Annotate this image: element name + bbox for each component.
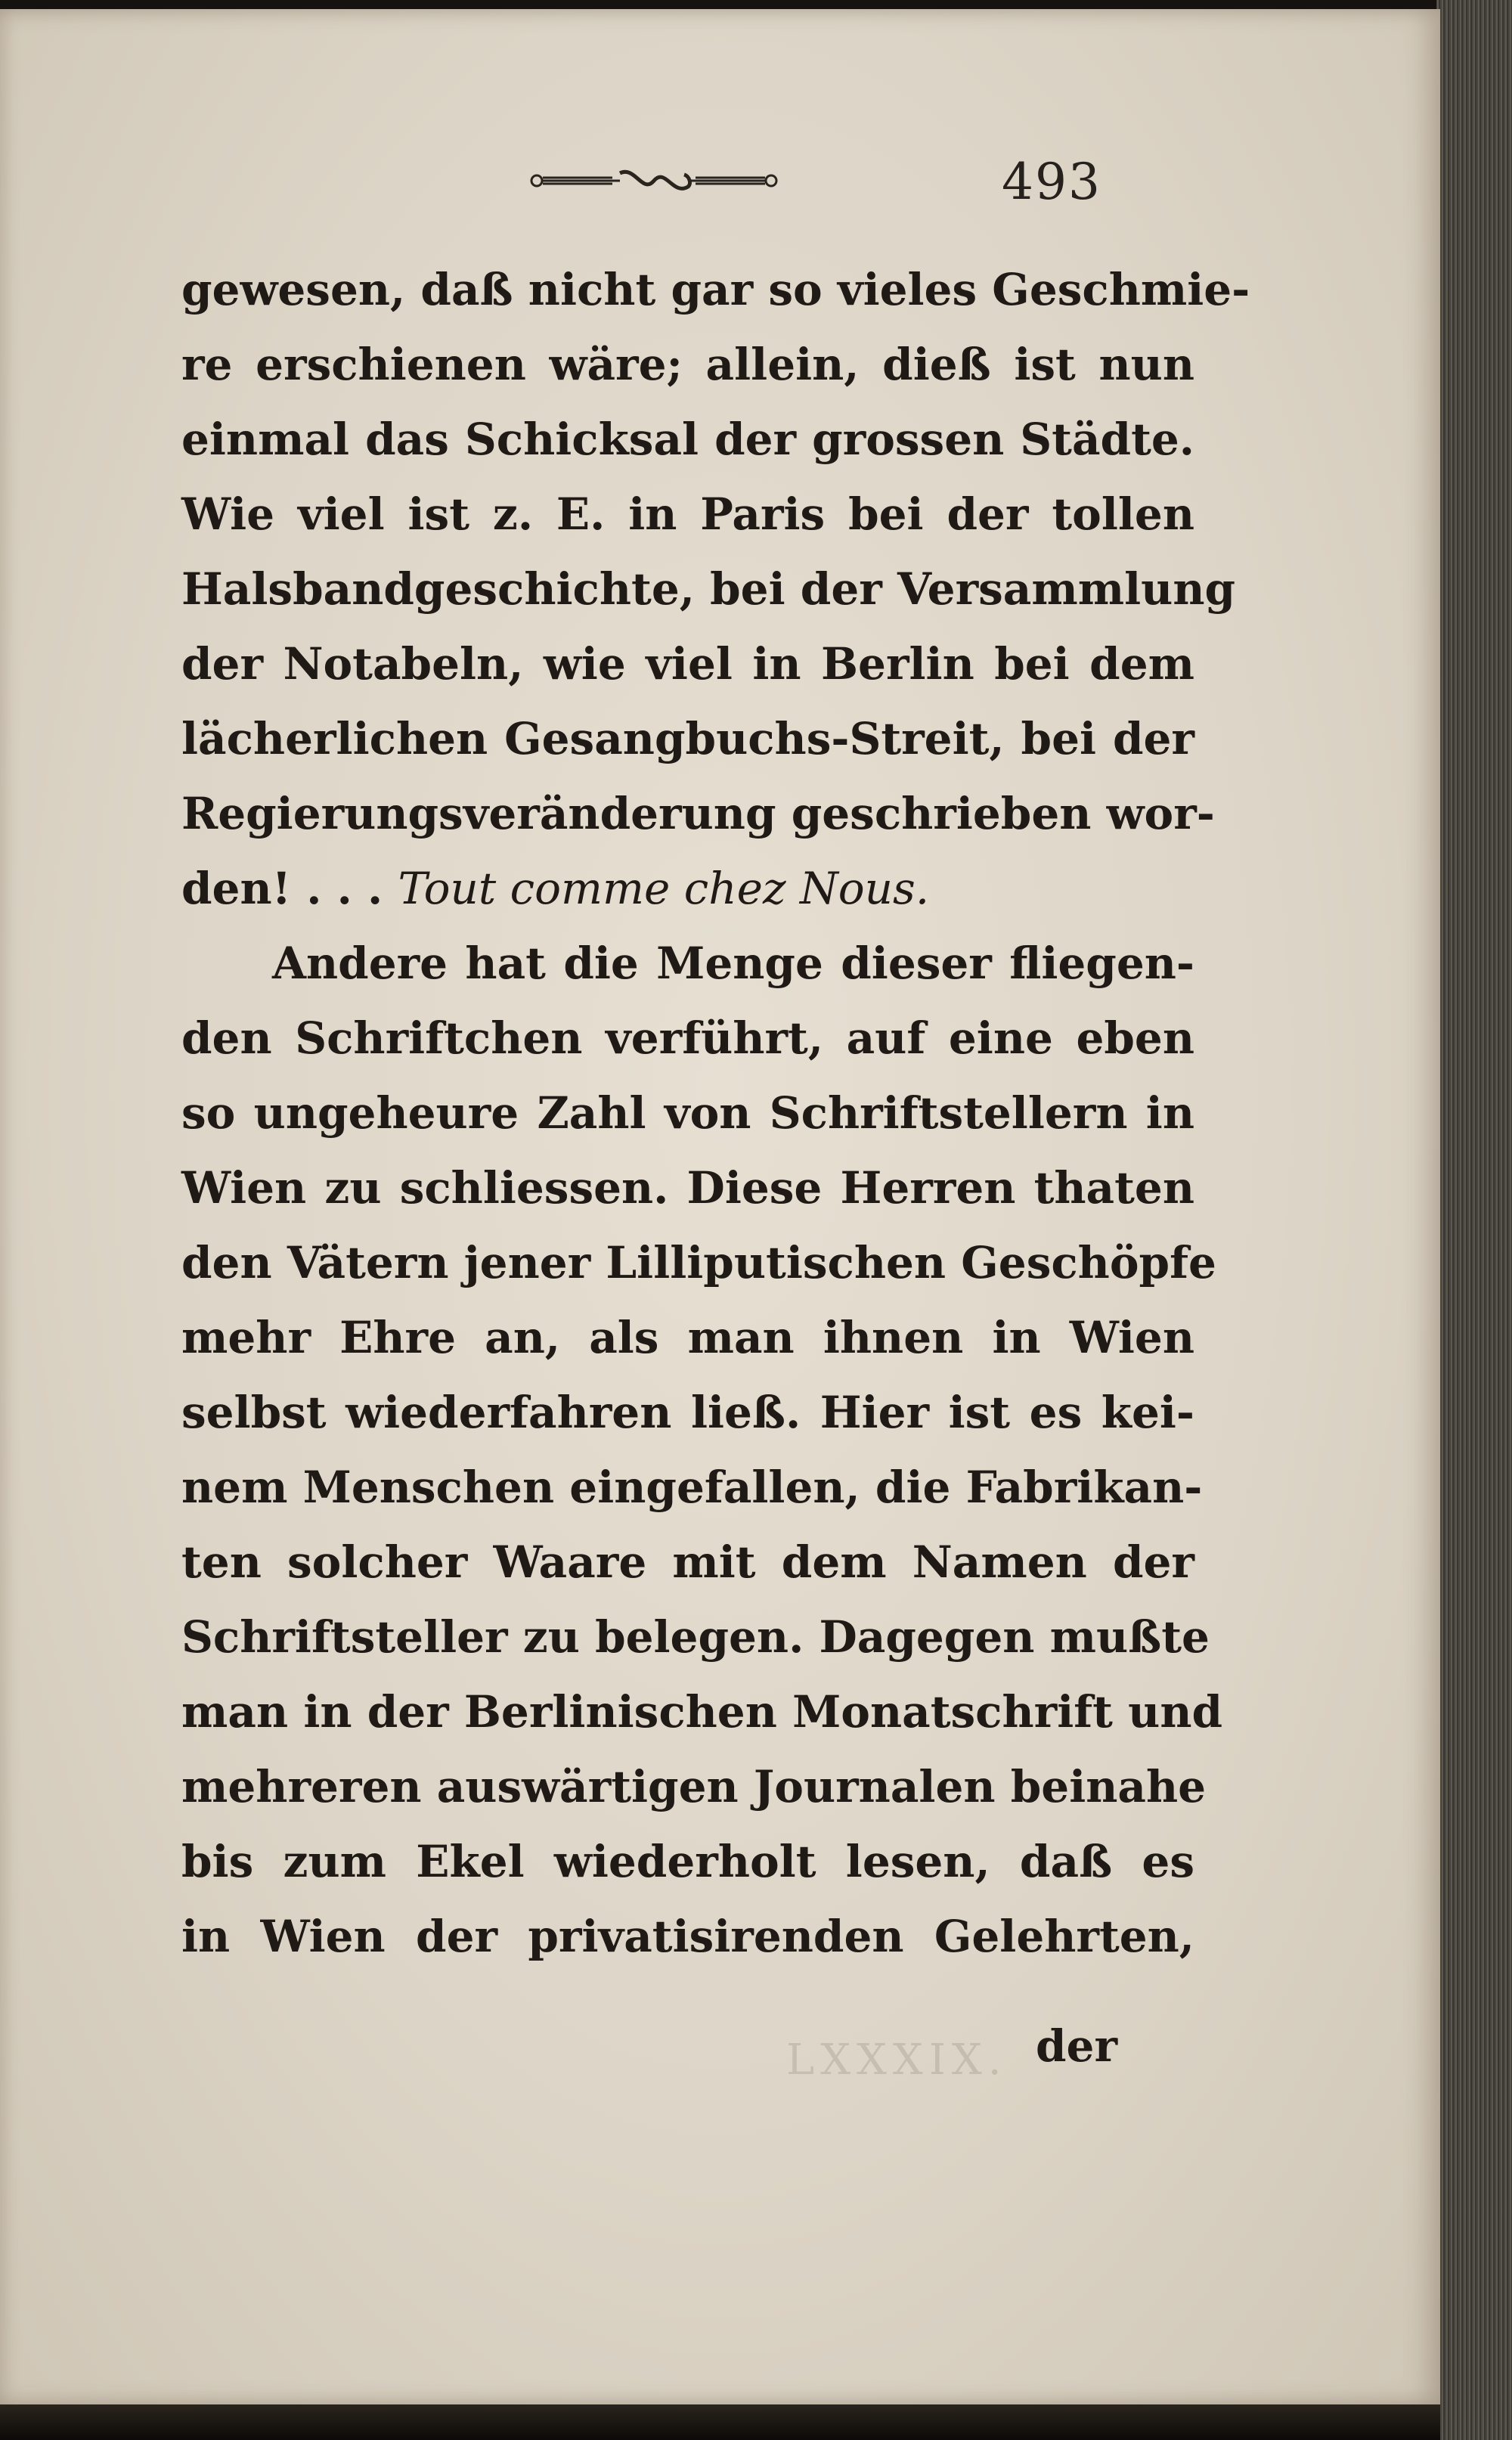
text-line: lächerlichen Gesangbuchs-Streit, bei der <box>181 713 1194 764</box>
text-line: mehr Ehre an, als man ihnen in Wien <box>181 1312 1194 1363</box>
book-fore-edge <box>1436 0 1512 2440</box>
page-number: 493 <box>1002 153 1101 211</box>
text-fragment: den! . . . <box>181 863 398 914</box>
text-line: ten solcher Waare mit dem Namen der <box>181 1536 1194 1588</box>
text-line: Halsbandgeschichte, bei der Versammlung <box>181 563 1236 615</box>
text-line: Wie viel ist z. E. in Paris bei der tollen <box>181 488 1194 540</box>
text-line: der Notabeln, wie viel in Berlin bei dem <box>181 638 1194 690</box>
text-line: mehreren auswärtigen Journalen beinahe <box>181 1761 1207 1812</box>
text-line: man in der Berlinischen Monatschrift und <box>181 1686 1223 1738</box>
ornament-rule-icon <box>529 164 779 197</box>
text-line-with-italic <box>181 851 1194 926</box>
text-line: bis zum Ekel wiederholt lesen, daß es <box>181 1836 1194 1887</box>
text-line: den Schriftchen verführt, auf eine eben <box>181 1012 1194 1064</box>
catchword: der <box>1036 2020 1118 2072</box>
text-line: Wien zu schliessen. Diese Herren thaten <box>181 1162 1194 1214</box>
text-line: re erschienen wäre; allein, dieß ist nun <box>181 339 1194 390</box>
text-line: gewesen, daß nicht gar so vieles Geschmie- <box>181 264 1250 315</box>
italic-phrase: Tout comme chez Nous. <box>398 863 930 914</box>
text-line: Regierungsveränderung geschrieben wor- <box>181 788 1215 839</box>
book-page <box>0 9 1440 2404</box>
paragraph-start-line: Andere hat die Menge dieser fliegen- <box>272 938 1194 989</box>
text-line: nem Menschen eingefallen, die Fabrikan- <box>181 1462 1203 1513</box>
text-line: in Wien der privatisirenden Gelehrten, <box>181 1911 1194 1962</box>
text-line: so ungeheure Zahl von Schriftstellern in <box>181 1087 1194 1139</box>
text-line: einmal das Schicksal der grossen Städte. <box>181 414 1194 465</box>
body-text <box>181 253 1250 1974</box>
text-line: den Vätern jener Lilliputischen Geschöpfe <box>181 1237 1216 1288</box>
bleed-through-text: LXXXIX. <box>786 2035 1008 2085</box>
text-line: Schriftsteller zu belegen. Dagegen mußte <box>181 1611 1210 1663</box>
text-line: selbst wiederfahren ließ. Hier ist es kei- <box>181 1387 1194 1438</box>
page-bottom-shadow <box>0 2404 1440 2440</box>
